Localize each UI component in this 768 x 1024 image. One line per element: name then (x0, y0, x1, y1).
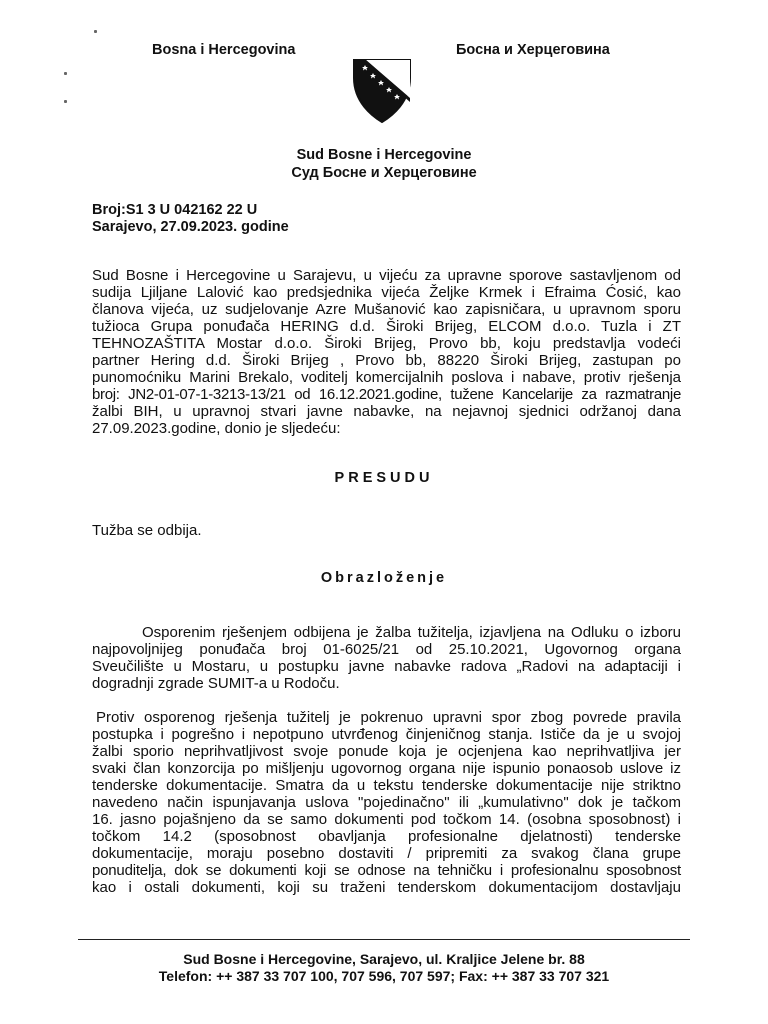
text-line: tenderske dokumentacije. Smatra da u tekstu tenderske dokumentacije nije striktno (92, 777, 681, 794)
text-line: svaki član konzorcija po mišljenju ugovornog organa nije ispunio ponaosob uslove iz (92, 760, 681, 777)
text-line: TEHNOZAŠTITA Mostar d.o.o. Široki Brijeg, Provo bb, koju predstavlja vodeći (92, 335, 681, 352)
text-line: žalbi BIH, u upravnoj stvari javne nabavke, na nejavnoj sjednici održanoj dana (92, 403, 681, 420)
text-line: Sveučilište u Mostaru, u postupku javne nabavke radova „Radovi na adaptaciji i (92, 658, 681, 675)
case-number: Broj:S1 3 U 042162 22 U (92, 202, 258, 218)
text-line: Osporenim rješenjem odbijena je žalba tužitelja, izjavljena na Odluku o izboru (142, 624, 681, 641)
court-name-latin: Sud Bosne i Hercegovine (296, 147, 472, 163)
scan-speck (64, 72, 67, 75)
text-line: navedeno način ispunjavanja uslova "pojedinačno" ili „kumulativno" dok je tačkom (92, 794, 681, 811)
text-line: sudija Ljiljane Lalović kao predsjednika vijeća Željke Krmek i Efraima Ćosić, kao (92, 284, 681, 301)
text-line: punomoćniku Marini Brekalo, voditelj komercijalnih poslova i nabave, protiv rješenja (92, 369, 681, 386)
court-name-cyrillic: Суд Босне и Херцеговине (291, 165, 477, 181)
coat-of-arms-icon (352, 58, 412, 124)
verdict-heading: PRESUDU (334, 470, 434, 486)
text-line: članova vijeća, uz sudjelovanje Azre Mušanović kao zapisničara, u upravnom sporu (92, 301, 681, 318)
text-line: dokumentacije, moraju posebno dostaviti / pripremiti za svakog člana grupe (92, 845, 681, 862)
verdict-text: Tužba se odbija. (92, 522, 202, 539)
intro-paragraph (92, 267, 681, 437)
text-line: Protiv osporenog rješenja tužitelj je pokrenuo upravni spor zbog povrede pravila (96, 709, 681, 726)
header-title-latin: Bosna i Hercegovina (152, 42, 296, 58)
text-line: žalbi sporio neprihvatljivost svoje ponude koja je ocjenjena kao neprihvatljiva jer (92, 743, 681, 760)
text-line: dogradnji zgrade SUMIT-a u Rodoču. (92, 675, 340, 692)
text-line: 27.09.2023.godine, donio je sljedeću: (92, 420, 341, 437)
text-line: broj: JN2-01-07-1-3213-13/21 od 16.12.2021.godine, tužene Kancelarije za razmatranje (92, 386, 681, 403)
footer-contact: Telefon: ++ 387 33 707 100, 707 596, 707 597; Fax: ++ 387 33 707 321 (158, 968, 610, 984)
reasoning-heading: Obrazloženje (320, 570, 448, 586)
text-line: postupka i pogrešno i nepotpuno utvrđenog činjeničnog stanja. Ističe da je u svojoj (92, 726, 681, 743)
text-line: 16. jasno pojašnjeno da se samo dokumenti pod točkom 14. (osobna sposobnost) i (92, 811, 681, 828)
footer-address: Sud Bosne i Hercegovine, Sarajevo, ul. Kraljice Jelene br. 88 (183, 951, 585, 967)
text-line: kao i ostali dokumenti, koji su traženi tenderskom dokumentacijom dostavljaju (92, 879, 681, 896)
reasoning-paragraph-2 (92, 709, 681, 896)
footer-divider (78, 939, 690, 940)
text-line: točkom 14.2 (sposobnost obavljanja profesionalne djelatnosti) tenderske (92, 828, 681, 845)
text-line: ponuditelja, dok se dokumenti koji se odnose na tehničku i profesionalnu sposobnost (92, 862, 681, 879)
text-line: najpovoljnijeg ponuđača broj 01-6025/21 od 25.10.2021, Ugovornog organa (92, 641, 681, 658)
reasoning-paragraph-1 (92, 624, 681, 692)
text-line: partner Hering d.d. Široki Brijeg , Provo bb, 88220 Široki Brijeg, zastupan po (92, 352, 681, 369)
header-title-cyrillic: Босна и Херцеговина (456, 42, 610, 58)
text-line: Sud Bosne i Hercegovine u Sarajevu, u vijeću za upravne sporove sastavljenom od (92, 267, 681, 284)
scan-speck (94, 30, 97, 33)
scan-speck (64, 100, 67, 103)
text-line: tužioca Grupa ponuđača HERING d.d. Široki Brijeg, ELCOM d.o.o. Tuzla i ZT (92, 318, 681, 335)
case-place-date: Sarajevo, 27.09.2023. godine (92, 219, 289, 235)
